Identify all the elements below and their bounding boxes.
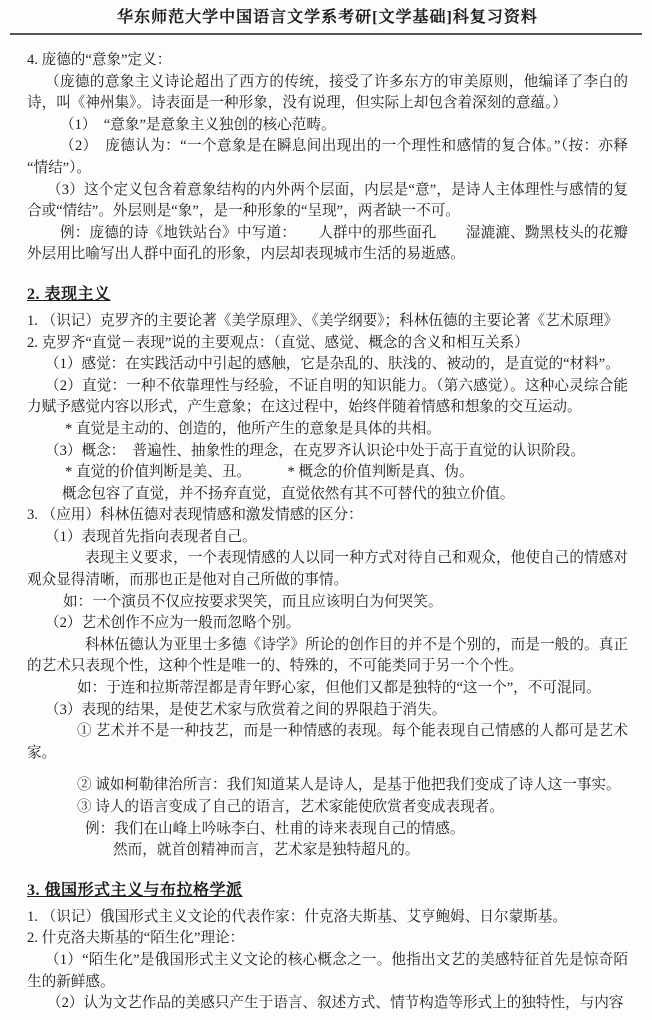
section-heading-formalism: 3. 俄国形式主义与布拉格学派 <box>27 881 243 899</box>
document-body <box>27 35 628 1015</box>
document-header <box>27 8 628 35</box>
para-pound-note: （庞德的意象主义诗论超出了西方的传统，接受了许多东方的审美原则，他编译了李白的诗，叫《神州集》。诗表面是一种形象，没有说理，但实际上却包含着深刻的意蕴。） <box>27 73 628 112</box>
para-expr-dist-1-example: 如：一个演员不仅应按要求哭笑，而且应该明白为何哭笑。 <box>63 593 443 610</box>
para-expr-dist-2-detail: 科林伍德认为亚里士多德《诗学》所论的创作目的并不是个别的，而是一般的。真正的艺术只表现个性，这种个性是唯一的、特殊的，不可能类同于另一个个性。 <box>27 636 628 675</box>
para-expr-croce-view: 2. 克罗齐“直觉－表现”说的主要观点：（直觉、感觉、概念的含义和相互关系） <box>27 334 529 351</box>
para-expr-intuition-note: * 直觉是主动的、创造的，他所产生的意象是具体的共相。 <box>65 420 441 437</box>
para-expr-circled-1: ① 艺术并不是一种技艺，而是一种情感的表现。每个能表现自己情感的人都可是艺术家。 <box>27 723 628 761</box>
para-expr-value-judgments: * 直觉的价值判断是美、丑。 * 概念的价值判断是真、伪。 <box>65 464 474 481</box>
para-expr-dist-1: （1）表现首先指向表现者自己。 <box>45 528 257 545</box>
para-form-point-2: （2）认为文艺作品的美感只产生于语言、叙述方式、情节构造等形式上的独特性，与内容 <box>47 995 624 1012</box>
para-pound-point-2: （2） 庞德认为：“一个意象是在瞬息间出现出的一个理性和感情的复合体。”（按：亦释“情结”）。 <box>27 138 628 176</box>
para-expr-intuition: （2）直觉：一种不依靠理性与经验，不证自明的知识能力。（第六感觉）。这种心灵综合能力赋予感觉内容以形式，产生意象；在这过程中，始终伴随着情感和想象的交互运动。 <box>27 377 628 416</box>
para-expr-dist-2-example: 如：于连和拉斯蒂涅都是青年野心家，但他们又都是独特的“这一个”，不可混同。 <box>77 680 601 697</box>
para-expr-collingwood: 3. （应用）科林伍德对表现情感和激发情感的区分： <box>27 507 363 524</box>
para-form-point-1: （1）“陌生化”是俄国形式主义文论的核心概念之一。他指出文艺的美感特征首先是惊奇陌生的新鲜感。 <box>27 951 628 990</box>
para-expr-dist-3: （3）表现的结果，是使艺术家与欣赏着之间的界限趋于消失。 <box>45 701 447 718</box>
para-expr-sensation: （1）感觉：在实践活动中引起的感触，它是杂乱的、肤浅的、被动的，是直觉的“材料”。 <box>45 356 620 373</box>
para-expr-concept-note: 概念包容了直觉，并不扬弃直觉，直觉依然有其不可替代的独立价值。 <box>62 485 515 502</box>
para-form-authors: 1. （识记）俄国形式主义文论的代表作家：什克洛夫斯基、艾亨鲍姆、日尔蒙斯基。 <box>27 908 567 925</box>
para-pound-definition: 4. 庞德的“意象”定义： <box>27 52 172 68</box>
document-title: 华东师范大学中国语言文学系考研[文学基础]科复习资料 <box>117 9 538 26</box>
para-pound-example: 例：庞德的诗《地铁站台》中写道： 人群中的那些面孔 湿漉漉、黝黑枝头的花瓣外层用比喻写出人群中面孔的形象，内层却表现城市生活的易逝感。 <box>27 224 628 263</box>
para-expr-dist-2: （2）艺术创作不应为一般而忽略个别。 <box>45 615 301 632</box>
para-expr-example: 例：我们在山峰上吟咏李白、杜甫的诗来表现自己的情感。 <box>85 820 465 837</box>
para-expr-circled-2: ② 诚如柯勒律治所言：我们知道某人是诗人，是基于他把我们变成了诗人这一事实。 <box>77 777 621 794</box>
para-expr-concept: （3）概念： 普遍性、抽象性的理念，在克罗齐认识论中处于高于直觉的认识阶段。 <box>45 442 585 459</box>
para-pound-point-3: （3）这个定义包含着意象结构的内外两个层面，内层是“意”，是诗人主体理性与感情的复合或“情结”。外层则是“象”，是一种形象的“呈现”，两者缺一不可。 <box>27 181 628 220</box>
para-expr-circled-3: ③ 诗人的语言变成了自己的语言，艺术家能使欣赏者变成表现者。 <box>77 799 504 815</box>
para-expr-conclusion: 然而，就首创精神而言，艺术家是独特超凡的。 <box>113 842 420 859</box>
para-expr-dist-1-detail: 表现主义要求，一个表现情感的人以同一种方式对待自己和观众，他使自己的情感对观众显得清晰，而那也正是他对自己所做的事情。 <box>27 550 628 589</box>
section-heading-expressionism: 2. 表现主义 <box>27 285 111 303</box>
para-expr-authors: 1. （识记）克罗齐的主要论著《美学原理》、《美学纲要》；科林伍德的主要论著《艺术原理》 <box>27 312 619 329</box>
para-form-theory: 2. 什克洛夫斯基的“陌生化”理论： <box>27 930 245 947</box>
para-pound-point-1: （1） “意象”是意象主义独创的核心范畴。 <box>60 116 336 133</box>
